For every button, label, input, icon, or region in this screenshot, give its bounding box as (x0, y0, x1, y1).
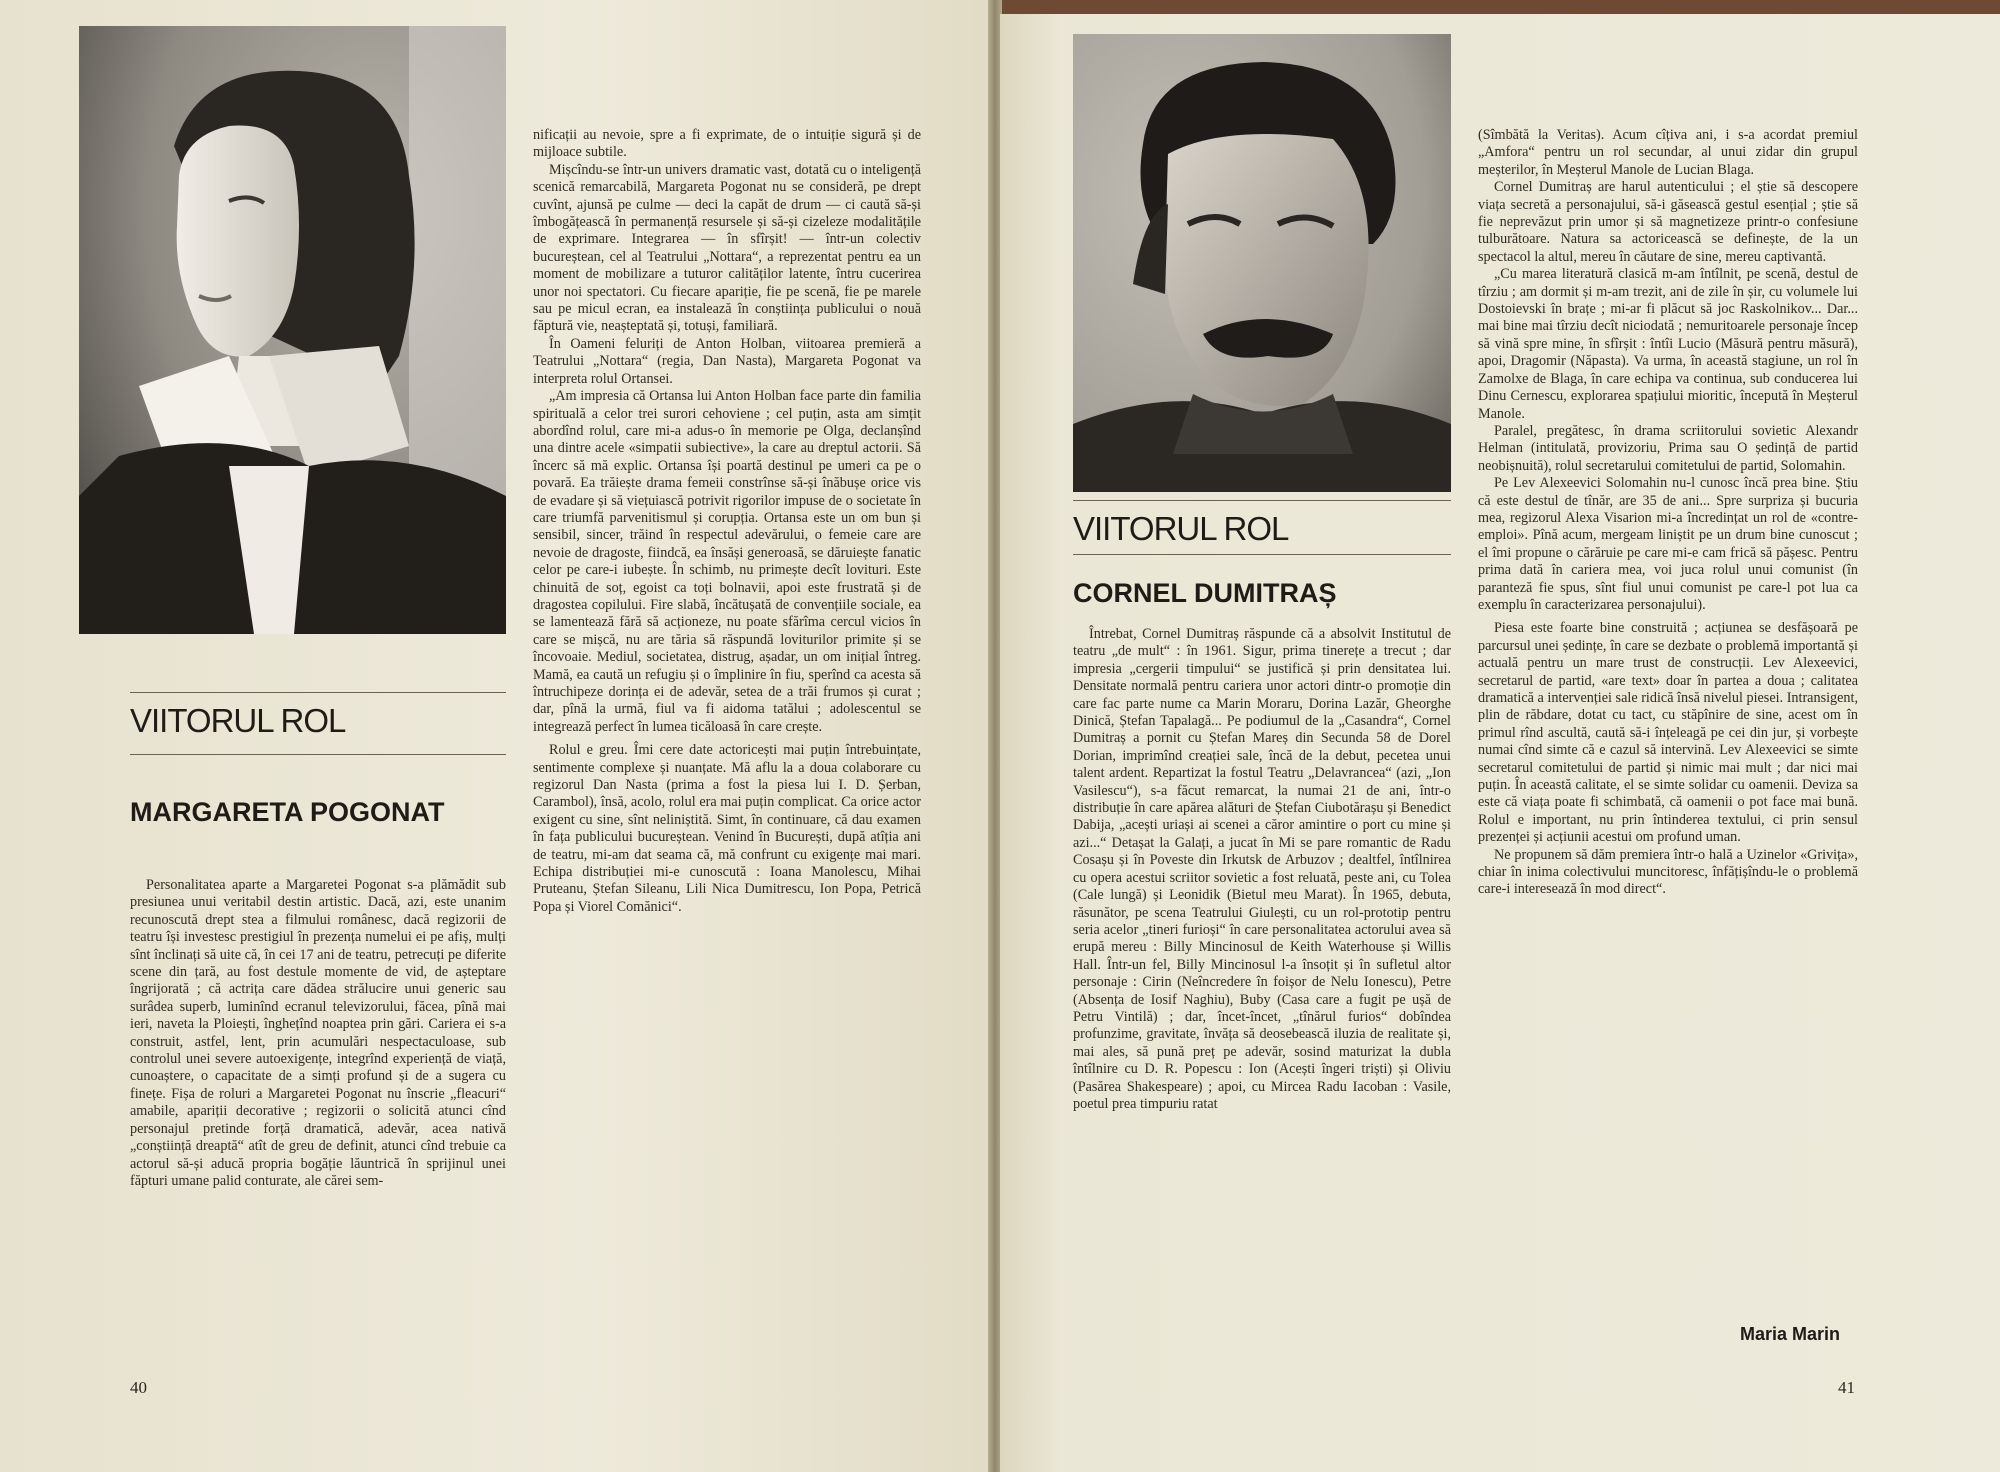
paragraph: Pe Lev Alexeevici Solomahin nu-l cunosc încă prea bine. Știu că este destul de tînăr, are 35 de ani... Spre surpriza și bucuria mea, regizorul Alexa Visarion mi-a încredințat un rol de «contre-emploi». Pînă acum, mergeam liniștit pe un drum bine cunoscut ; el îmi propune o cărăruie pe care mi-e cam frică să pășesc. Pentru prima dată în cariera mea, voi juca rolul unui comunist (în paranteză fie spus, sînt fiul unui comunist pe care-l pot lua ca exemplu în caracterizarea personajului). (1478, 475, 1858, 613)
paragraph: „Am impresia că Ortansa lui Anton Holban face parte din familia spirituală a celor trei surori cehoviene ; cel puțin, asta am simțit abordînd rolul, care mi-a adus-o în memorie pe Olga, declanșînd una dintre acele «simpatii subiective», la care au dreptul actorii. Să încerc să mă explic. Ortansa își poartă destinul pe umeri ca pe o povară. Ea trăiește drama femeii constrînse să-și înăbușe orice vis de evadare și să viețuiască potrivit rigorilor impuse de o societate în care triumfă parvenitismul și corupția. Ortansa este un om bun și sensibil, sincer, trăind în respectul adevărului, o femeie care are nevoie de dragoste, fiindcă, ea însăși generoasă, se dăruiește fanatic celor pe care-i iubește. În schimb, nu primește decît lovituri. Este chinuită de soț, egoist ca toți bolnavii, apoi este frustrată și de dragostea copilului. Fire slabă, încătușată de convențiile sociale, ea se lamentează fără să acționeze, nu poate sfărîma cercul vicios în care se mișcă, nu are tăria să răspundă loviturilor primite și se încovoaie. Mediul, societatea, distrug, așadar, un om inițial întreg. Mamă, ea caută un refugiu și o împlinire în fiu, sperînd ca acesta să întruchipeze dorința ei de adevăr, setea de a trăi frumos și curat ; dar, pînă la urmă, fiul va fi aidoma tatălui ; adolescentul se integrează perfect în lumea ticăloasă în care crește. (533, 388, 921, 735)
paragraph: Mișcîndu-se într-un univers dramatic vast, dotată cu o inteligență scenică remarcabilă, Margareta Pogonat nu se consideră, pe drept cuvînt, ajunsă pe culme — deci la capăt de drum — ci caută să-și îmbogățească în permanență resursele și să-și cizeleze modalitățile de exprimare. Integrarea — în sfîrșit! — într-un colectiv bucureștean, cel al Teatrului „Nottara“, a reprezentat pentru ea un moment de mobilizare a tuturor calităților latente, întru cucerirea unor noi spectatori. Cu fiecare apariție, fie pe scenă, fie pe marele sau pe micul ecran, ea instalează în conștiința publicului o nouă făptură vie, neașteptată și, totuși, familiară. (533, 161, 921, 335)
rubric-rule-bottom (1073, 554, 1451, 555)
paragraph: În Oameni feluriți de Anton Holban, viitoarea premieră a Teatrului „Nottara“ (regia, Dan Nasta), Margareta Pogonat va interpreta rolul Ortansei. (533, 335, 921, 387)
left-column-2 (533, 127, 921, 916)
right-column-1 (1073, 626, 1451, 1113)
portrait-photo-cornel-dumitras (1073, 34, 1451, 492)
paragraph: Întrebat, Cornel Dumitraș răspunde că a absolvit Institutul de teatru „de mult“ : în 1961. Sigur, prima tinerețe a trecut ; dar impresia „cergerii timpului“ se justifică și prin densitatea lui. Densitate normală pentru cariera unor actori dintr-o promoție din care fac parte nume ca Marin Moraru, Dorina Lazăr, Gheorghe Dinică, Ștefan Tapalagă... Pe podiumul de la „Casandra“, Cornel Dumitraș a pornit cu Ștefan Mareș din Secunda 58 de Dorel Dorian, imprimînd creației sale, încă de la debut, pecetea unui talent ardent. Repartizat la fostul Teatru „Delavrancea“ (azi, „Ion Vasilescu“), s-a făcut remarcat, la numai 21 de ani, într-o distribuție în care apărea alături de Ștefan Ciubotărașu și Benedict Dabija, „acești uriași ai scenei a căror amintire o port cu mine și azi...“ Detașat la Galați, a jucat în Mi se pare romantic de Radu Cosașu și în Poveste din Irkutsk de Arbuzov ; dealtfel, întîlnirea cu opera acestui scriitor sovietic a fost reluată, peste ani, cu Tolea (Cale lungă) și Leonidik (Bietul meu Marat). În 1965, debuta, răsunător, pe scena Teatrului Giulești, cu un rol-prototip pentru seria acelor „tineri furioși“ în care personalitatea actorului avea să erupă mereu : Billy Mincinosul de Keith Waterhouse și Willis Hall. Într-un fel, Billy Mincinosul l-a însoțit și în sufletul altor personaje : Cirin (Neîncredere în foișor de Nelu Ionescu), Petre (Absența de Iosif Naghiu), Buby (Casa care a fugit pe ușă de Petru Vintilă) ; dar, încet-încet, „tînărul furios“ dobîndea profunzime, gravitate, învăța să deosebească iluzia de realitate și, mai ales, să pună preț pe adevăr, sosind maturizat la dubla întîlnire cu D. R. Popescu : Ion (Acești îngeri triști) și Oliviu (Pasărea Shakespeare) ; apoi, cu Mircea Radu Iacoban : Vasile, poetul prea timpuriu ratat (1073, 626, 1451, 1112)
rubric-title: VIITORUL ROL (1073, 510, 1289, 547)
rubric-rule-top (130, 692, 506, 693)
rubric-rule-top (1073, 500, 1451, 501)
rubric-rule-bottom (130, 754, 506, 755)
paragraph: Cornel Dumitraș are harul autenticului ; el știe să descopere viața secretă a personajului, să-i găsească gestul esențial ; știe să fie neprevăzut prin umor și să magnetizeze printr-o confesiune tulburătoare. Natura sa actoricească se definește, de la un spectacol la altul, mereu în căutare de sine, mereu captivantă. (1478, 179, 1858, 265)
paragraph: „Cu marea literatură clasică m-am întîlnit, pe scenă, destul de tîrziu ; am dormit și m-am trezit, ani de zile în șir, cu volumele lui Dostoievski în brațe ; mi-ar fi plăcut să joc Raskolnikov... Dar... mai bine mai tîrziu decît niciodată ; nemuritoarele personaje încep să vină spre mine, în sfîrșit : întîi Lucio (Măsură pentru măsură), apoi, Dragomir (Năpasta). Va urma, în această stagiune, un rol în Zamolxe de Blaga, în care echipa va continua, sub conducerea lui Dinu Cernescu, explorarea spațiului mioritic, începută în Meșterul Manole. (1478, 266, 1858, 422)
right-page (1000, 14, 2000, 1472)
page-number: 41 (1838, 1378, 1855, 1397)
paragraph: Ne propunem să dăm premiera într-o hală a Uzinelor «Grivița», chiar în inima colectivului muncitoresc, înfățișîndu-le o problemă care-i interesează în mod direct“. (1478, 846, 1858, 898)
article-subject-name: CORNEL DUMITRAȘ (1073, 578, 1337, 608)
rubric-title: VIITORUL ROL (130, 702, 346, 739)
paragraph: Rolul e greu. Îmi cere date actoricești mai puțin întrebuințate, sentimente complexe și nuanțate. Mă aflu la a doua colaborare cu regizorul Dan Nasta (prima a fost la piesa lui I. D. Șerban, Carambol), însă, acolo, rolul era mai puțin complicat. Ca orice actor exigent cu sine, sînt neliniștită. Simt, în continuare, că dau examen în fața publicului bucureștean. Venind în București, după atîția ani de teatru, mi-am dat seama că, mă confrunt cu exigențe mai mari. Echipa distribuției mi-e cunoscută : Ioana Manolescu, Mihai Pruteanu, Ștefan Sileanu, Lili Nica Dumitrescu, Ion Popa, Petrică Popa și Viorel Comănici“. (533, 742, 921, 915)
paragraph: nificații au nevoie, spre a fi exprimate, de o intuiție sigură și de mijloace subtile. (533, 127, 921, 161)
article-subject-name: MARGARETA POGONAT (130, 797, 445, 827)
right-column-2 (1478, 127, 1858, 899)
paragraph: Piesa este foarte bine construită ; acțiunea se desfășoară pe parcursul unei ședințe, în care se dezbate o problemă importantă și actuală pentru un mare trust de construcții. Lev Alexeevici, secretarul de partid, «are text» doar în partea a doua ; calitatea dramatică a intervenției sale ridică însă nivelul piesei. Intransigent, plin de răbdare, dotat cu tact, cu stăpînire de sine, acest om în primul rînd ascultă, caută să-i înțeleagă pe cei din jur, și vorbește numai cînd simte că e cazul să intervină. Lev Alexeevici se simte secretarul comitetului de partid și nimic mai mult ; dar nici mai puțin. În această calitate, el se simte solidar cu oamenii. Deviza sa este că viața poate fi schimbată, că oamenii o pot face mai bună. Rolul e important, nu prin întinderea textului, ci prin sensul prezenței și acțiunii acestui om profund uman. (1478, 620, 1858, 846)
paragraph: Paralel, pregătesc, în drama scriitorului sovietic Alexandr Helman (intitulată, provizoriu, Prima sau O ședință de partid neobișnuită), rolul secretarului comitetului de partid, Solomahin. (1478, 422, 1858, 474)
portrait-photo-margareta-pogonat (79, 26, 506, 634)
author-signature: Maria Marin (1740, 1324, 1841, 1344)
left-column-1 (130, 877, 506, 1190)
paragraph: (Sîmbătă la Veritas). Acum cîțiva ani, i s-a acordat premiul „Amfora“ pentru un rol secundar, al unui zidar din grupul meșterilor, în Meșterul Manole de Lucian Blaga. (1478, 127, 1858, 178)
page-number: 40 (130, 1378, 147, 1397)
left-page (0, 0, 990, 1472)
paragraph: Personalitatea aparte a Margaretei Pogonat s-a plămădit sub presiunea unui veritabil destin artistic. Dacă, azi, este unanim recunoscută drept stea a filmului românesc, dacă regizorii de teatru își investesc prestigiul în prezența numelui ei pe afiș, mulți sînt înclinați să uite că, în cei 17 ani de teatru, petrecuți pe diferite scene din țară, au fost destule momente de vid, de așteptare îngrijorată ; că actrița care dădea strălucire unui generic sau surâdea superb, luminînd ecranul televizorului, făcea, pînă mai ieri, naveta la Ploiești, înghețînd noaptea prin gări. Cariera ei s-a construit, astfel, lent, prin acumulări nespectaculoase, sub controlul unei severe autoexigențe, integrînd experiență de viață, cunoaștere, o capacitate de a simți profund și de a sugera cu finețe. Fișa de roluri a Margaretei Pogonat nu înscrie „fleacuri“ amabile, apariții decorative ; regizorii o solicită atunci cînd personajul pretinde forță dramatică, adevăr, acea nativă „conștiință dreaptă“ atît de greu de definit, atunci cînd trebuie ca actorul să-și aducă propria bogăție lăuntrică în sprijinul unei făpturi umane palid conturate, ale cărei sem- (130, 877, 506, 1189)
